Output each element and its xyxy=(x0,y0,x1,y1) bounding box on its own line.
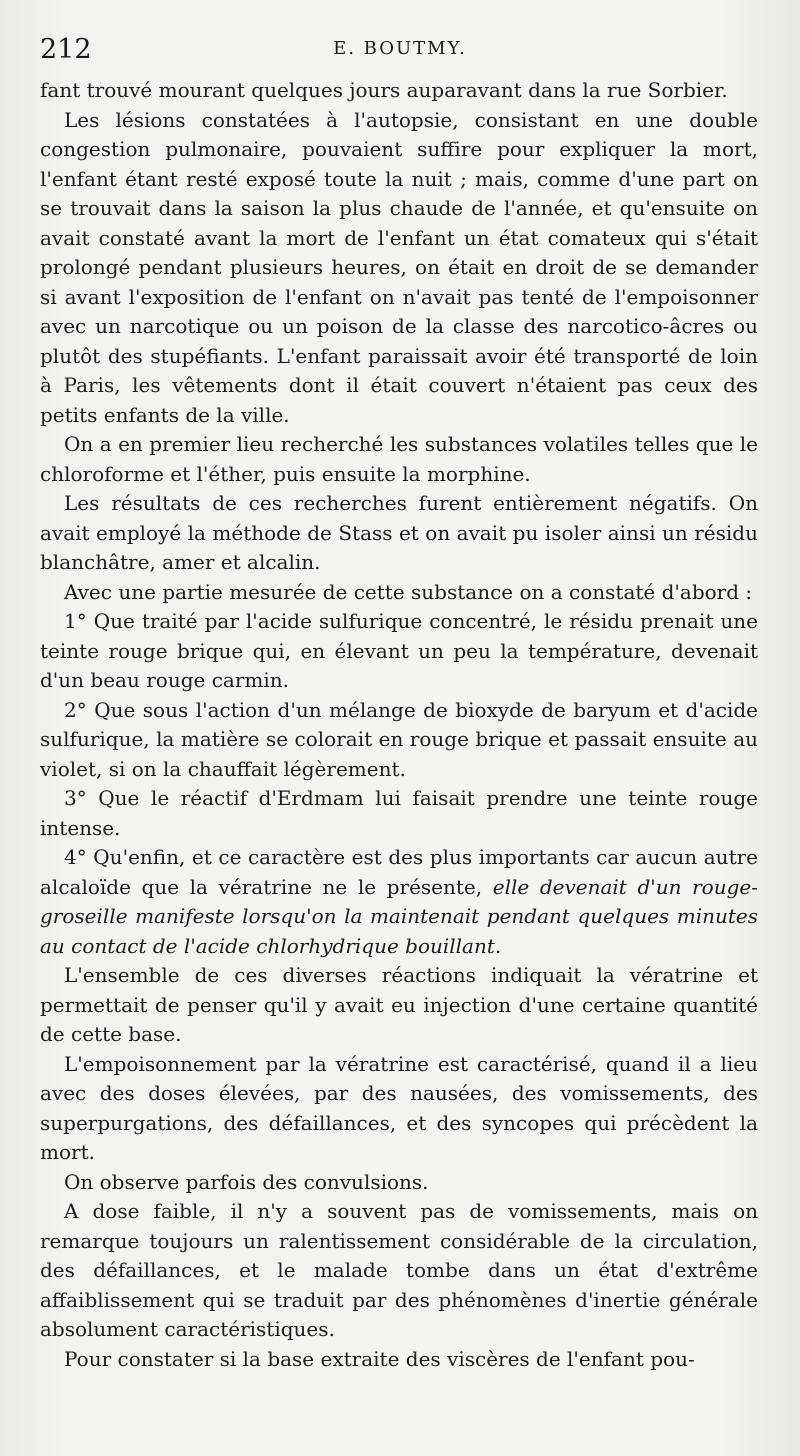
paragraph: Pour constater si la base extraite des viscères de l'enfant pou- xyxy=(64,1346,695,1371)
list-item: 1° Que traité par l'acide sulfurique concentré, le résidu prenait une teinte rouge brique qui, en élevant un peu la température, devenait d'un beau rouge carmin. xyxy=(40,609,758,692)
paragraph: L'ensemble de ces diverses réactions indiquait la vératrine et permettait de penser qu'il y avait eu injection d'une certaine quantité de cette base. xyxy=(40,963,758,1046)
paragraph: Avec une partie mesurée de cette substance on a constaté d'abord : xyxy=(64,579,753,604)
paragraph: On observe parfois des convulsions. xyxy=(64,1169,429,1194)
page-header xyxy=(40,30,760,70)
paragraph: Les lésions constatées à l'autopsie, consistant en une double congestion pulmonaire, pouvaient suffire pour expliquer la mort, l'enfant étant resté exposé toute la nuit ; mais, comme d'une part on se trouvait dans la saison la plus chaude de l'année, et qu'ensuite on avait constaté avant la mort de l'enfant un état comateux qui s'était prolongé pendant plusieurs heures, on était en droit de se demander si avant l'exposition de l'enfant on n'avait pas tenté de l'empoisonner avec un narcotique ou un poison de la classe des narcotico-âcres ou plutôt des stupéfiants. L'enfant paraissait avoir été transporté de loin à Paris, les vêtements dont il était couvert n'étaient pas ceux des petits enfants de la ville. xyxy=(40,107,758,427)
list-item: 2° Que sous l'action d'un mélange de bioxyde de baryum et d'acide sulfurique, la matière se colorait en rouge brique et passait ensuite au violet, si on la chauffait légèrement. xyxy=(40,697,758,781)
paragraph: L'empoisonnement par la vératrine est caractérisé, quand il a lieu avec des doses élevées, par des nausées, des vomissements, des superpurgations, des défaillances, et des syncopes qui précèdent la mort. xyxy=(40,1051,758,1164)
paragraph: On a en premier lieu recherché les substances volatiles telles que le chloroforme et l'éther, puis ensuite la morphine. xyxy=(40,432,758,486)
running-head: E. BOUTMY. xyxy=(333,38,467,59)
body-text xyxy=(40,76,758,1374)
paragraph: A dose faible, il n'y a souvent pas de vomissements, mais on remarque toujours un ralentissement considérable de la circulation, des défaillances, et le malade tombe dans un état d'extrême affaiblissement qui se traduit par des phénomènes d'inertie générale absolument caractéristiques. xyxy=(40,1199,758,1341)
italic-emphasis: elle devenait d'un rouge-groseille manifeste lorsqu'on la maintenait pendant quelques minutes au contact de l'acide chlorhydrique bouillant. xyxy=(40,874,759,958)
list-item: 3° Que le réactif d'Erdmam lui faisait prendre une teinte rouge intense. xyxy=(40,786,758,840)
paragraph: fant trouvé mourant quelques jours auparavant dans la rue Sorbier. xyxy=(40,78,728,102)
page-number: 212 xyxy=(40,34,92,65)
list-item: 4° Qu'enfin, et ce caractère est des plus importants car aucun autre alcaloïde que la vératrine ne le présente, elle devenait d'un rouge-groseille manifeste lorsqu'on la maintenait pendant quelques minutes au contact de l'acide chlorhydrique bouillant. xyxy=(40,845,759,958)
paragraph: Les résultats de ces recherches furent entièrement négatifs. On avait employé la méthode de Stass et on avait pu isoler ainsi un résidu blanchâtre, amer et alcalin. xyxy=(40,491,758,574)
